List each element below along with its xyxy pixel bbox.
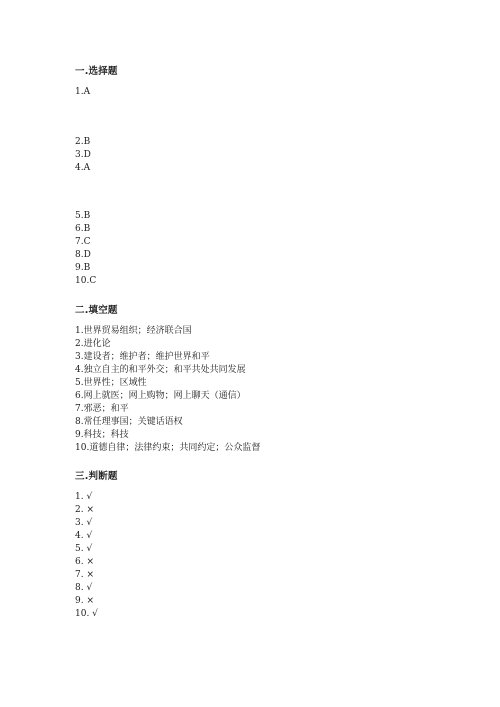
answer-line: 7.邪恶；和平 [75,404,129,414]
answer-line: 3.建设者；维护者；维护世界和平 [75,352,210,362]
answer-line: 4. √ [75,531,93,541]
answer-line: 1.世界贸易组织；经济联合国 [75,326,192,336]
section-heading-fill-in-blank: 二.填空题 [75,305,118,316]
answer-line: 5.B [75,211,91,221]
section-heading-true-false: 三.判断题 [75,471,118,482]
answer-line: 2.B [75,137,91,147]
answer-line: 10.道德自律；法律约束；共同约定；公众监督 [75,443,261,453]
answer-line: 4.A [75,163,91,173]
answer-line: 2. × [75,505,94,515]
answer-line: 1. √ [75,492,93,502]
answer-line: 3. √ [75,518,93,528]
answer-line: 10.C [75,276,97,286]
section-heading-multiple-choice: 一.选择题 [75,66,118,77]
answer-line: 3.D [75,150,91,160]
answer-line: 8.常任理事国；关键话语权 [75,417,183,427]
answer-line: 6.B [75,224,91,234]
answer-line: 5. √ [75,544,93,554]
answer-line: 8. √ [75,583,93,593]
answer-line: 7.C [75,237,91,247]
answer-line: 5.世界性；区域性 [75,378,147,388]
answer-line: 6. × [75,557,94,567]
answer-line: 9.科技；科技 [75,430,129,440]
answer-line: 9. × [75,596,94,606]
answer-line: 7. × [75,570,94,580]
answer-line: 1.A [75,87,91,97]
answer-line: 6.网上就医；网上购物；网上聊天（通信） [75,391,246,401]
answer-line: 2.进化论 [75,339,111,349]
answer-line: 4.独立自主的和平外交；和平共处共同发展 [75,365,246,375]
answer-line: 8.D [75,250,91,260]
answer-line: 9.B [75,263,91,273]
answer-line: 10. √ [75,609,98,619]
